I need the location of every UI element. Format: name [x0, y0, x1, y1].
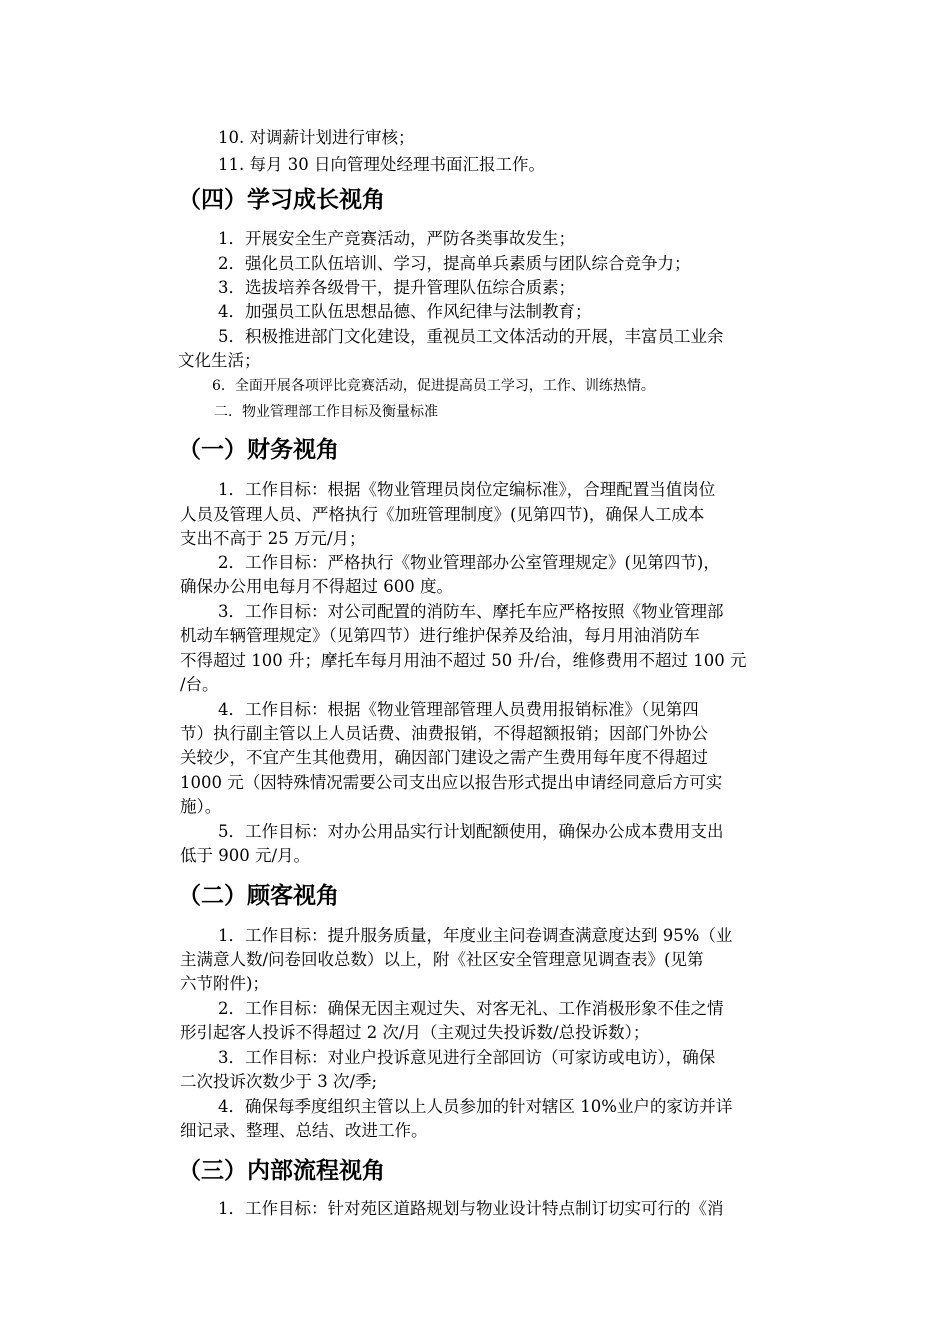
finance-line-2: 人员及管理人员、严格执行《加班管理制度》(见第四节)，确保人工成本: [180, 505, 705, 524]
customer-line-6: 3．工作目标：对业户投诉意见进行全部回访（可家访或电访），确保: [218, 1048, 716, 1067]
finance-line-15: 5．工作目标：对办公用品实行计划配额使用，确保办公成本费用支出: [218, 822, 724, 841]
learning-item-4: 4．加强员工队伍思想品德、作风纪律与法制教育；: [218, 302, 592, 321]
finance-line-14: 施）。: [180, 797, 222, 816]
finance-line-8: 不得超过 100 升；摩托车每月用油不超过 50 升/台，维修费用不超过 100 元: [180, 651, 747, 670]
finance-line-7: 机动车辆管理规定》（见第四节）进行维护保养及给油，每月用油消防车: [180, 626, 700, 645]
finance-line-11: 节）执行副主管以上人员话费、油费报销，不得超额报销；因部门外协公: [180, 724, 708, 743]
heading-internal-process: （三）内部流程视角: [178, 1158, 385, 1184]
finance-line-1: 1．工作目标：根据《物业管理员岗位定编标准》，合理配置当值岗位: [218, 480, 716, 499]
finance-line-4: 2．工作目标：严格执行《物业管理部办公室管理规定》(见第四节)，: [218, 553, 720, 572]
finance-line-16: 低于 900 元/月。: [180, 846, 311, 865]
customer-line-4: 2．工作目标：确保无因主观过失、对客无礼、工作消极形象不佳之情: [218, 999, 724, 1018]
customer-line-1: 1．工作目标：提升服务质量，年度业主问卷调查满意度达到 95%（业: [218, 926, 733, 945]
heading-learning-growth: （四）学习成长视角: [178, 187, 385, 213]
heading-finance: （一）财务视角: [178, 437, 339, 463]
customer-line-9: 细记录、整理、总结、改进工作。: [180, 1121, 428, 1140]
part-two-title: 二．物业管理部工作目标及衡量标准: [214, 404, 438, 420]
learning-item-5: 5．积极推进部门文化建设，重视员工文体活动的开展，丰富员工业余: [218, 327, 724, 346]
customer-line-7: 二次投诉次数少于 3 次/季;: [180, 1072, 378, 1091]
customer-line-3: 六节附件)；: [180, 974, 269, 993]
intro-line-11: 11. 每月 30 日向管理处经理书面汇报工作。: [218, 155, 545, 174]
finance-line-12: 关较少，不宜产生其他费用，确因部门建设之需产生费用每年度不得超过: [180, 748, 708, 767]
learning-item-6: 6．全面开展各项评比竞赛活动，促进提高员工学习，工作、训练热情。: [212, 378, 655, 394]
finance-line-3: 支出不高于 25 万元/月；: [180, 529, 366, 548]
customer-line-2: 主满意人数/问卷回收总数）以上，附《社区安全管理意见调查表》(见第: [180, 950, 704, 969]
learning-item-5-cont: 文化生活；: [178, 351, 261, 370]
finance-line-5: 确保办公用电每月不得超过 600 度。: [180, 577, 453, 596]
customer-line-8: 4．确保每季度组织主管以上人员参加的针对辖区 10%业户的家访并详: [218, 1097, 733, 1116]
intro-line-10: 10. 对调薪计划进行审核；: [218, 128, 415, 147]
heading-customer: （二）顾客视角: [178, 883, 339, 909]
process-line-1: 1．工作目标：针对苑区道路规划与物业设计特点制订切实可行的《消: [218, 1199, 724, 1218]
finance-line-9: /台。: [180, 675, 219, 694]
customer-line-5: 形引起客人投诉不得超过 2 次/月（主观过失投诉数/总投诉数）；: [180, 1023, 650, 1042]
finance-line-10: 4．工作目标：根据《物业管理部管理人员费用报销标准》（见第四: [218, 700, 699, 719]
learning-item-2: 2．强化员工队伍培训、学习，提高单兵素质与团队综合竞争力；: [218, 254, 691, 273]
finance-line-6: 3．工作目标：对公司配置的消防车、摩托车应严格按照《物业管理部: [218, 602, 724, 621]
finance-line-13: 1000 元（因特殊情况需要公司支出应以报告形式提出申请经同意后方可实: [180, 773, 723, 792]
learning-item-3: 3．选拔培养各级骨干，提升管理队伍综合质素；: [218, 278, 575, 297]
learning-item-1: 1．开展安全生产竞赛活动，严防各类事故发生；: [218, 229, 575, 248]
